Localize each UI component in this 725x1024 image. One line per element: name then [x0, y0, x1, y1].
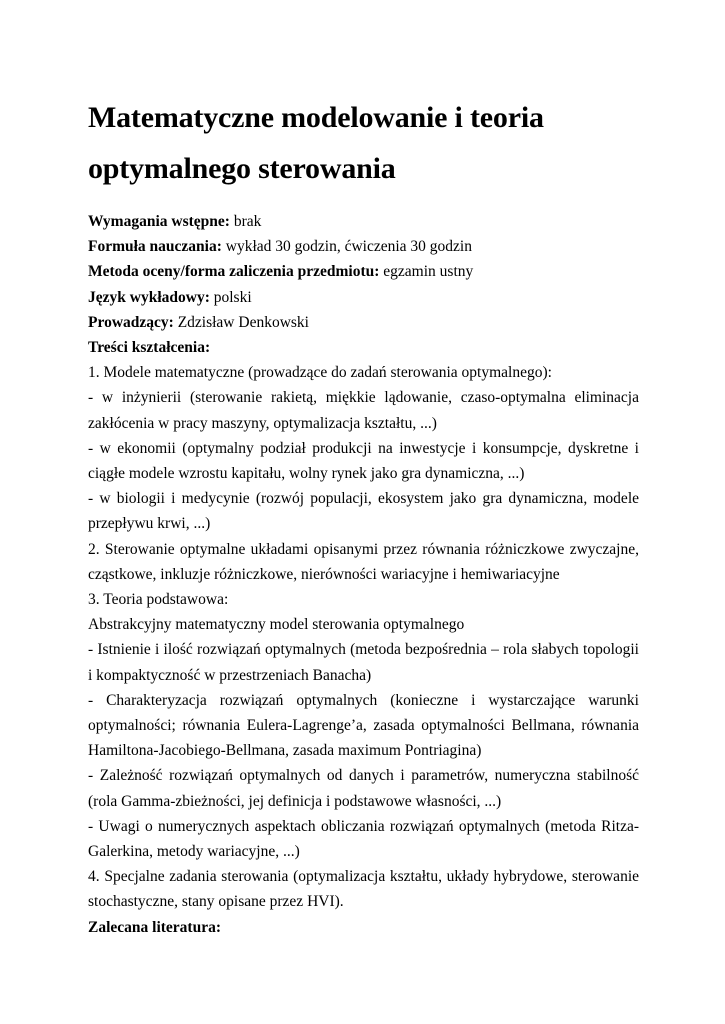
content-paragraph: - Istnienie i ilość rozwiązań optymalnych (metoda bezpośrednia – rola słabych topologii i kompaktyczność w przestrzeniach Banacha) [88, 641, 639, 684]
title-line-1: Matematyczne modelowanie i teoria [88, 101, 544, 134]
meta-label: Metoda oceny/forma zaliczenia przedmiotu: [88, 263, 380, 281]
document-title [88, 92, 639, 194]
meta-label: Prowadzący: [88, 313, 174, 331]
meta-value: wykład 30 godzin, ćwiczenia 30 godzin [221, 238, 472, 256]
content-paragraph: 4. Specjalne zadania sterowania (optymalizacja kształtu, układy hybrydowe, sterowanie stochastyczne, stany opisane przez HVI). [88, 868, 639, 911]
meta-teaching-form [88, 234, 639, 259]
meta-value: Zdzisław Denkowski [173, 313, 309, 331]
meta-lecturer [88, 310, 639, 335]
meta-value: polski [209, 288, 252, 306]
content-paragraph: - w biologii i medycynie (rozwój populacji, ekosystem jako gra dynamiczna, modele przepływu krwi, ...) [88, 490, 639, 533]
meta-assessment [88, 259, 639, 284]
meta-prerequisites [88, 209, 639, 234]
content-heading: Treści kształcenia: [88, 339, 211, 357]
content-paragraph: - w ekonomii (optymalny podział produkcji na inwestycje i konsumpcje, dyskretne i ciągłe modele wzrostu kapitału, wolny rynek jako gra dynamiczna, ...) [88, 439, 639, 483]
literature-heading: Zalecana literatura: [88, 918, 222, 936]
content-paragraph: 2. Sterowanie optymalne układami opisanymi przez równania różniczkowe zwyczajne, cząstkowe, inkluzje różniczkowe, nierówności wariacyjne i hemiwariacyjne [88, 540, 639, 583]
meta-value: brak [229, 213, 262, 230]
content-paragraph: - Uwagi o numerycznych aspektach obliczania rozwiązań optymalnych (metoda Ritza-Galerkina, metody wariacyjne, ...) [88, 817, 639, 861]
content-paragraph: - Charakteryzacja rozwiązań optymalnych (konieczne i wystarczające warunki optymalności; równania Eulera-Lagrenge’a, zasada optymalności Bellmana, równania Hamiltona-Jacobiego-Bellmana, zasada maximum Pontriagina) [88, 691, 639, 760]
title-line-2: optymalnego sterowania [88, 152, 396, 185]
meta-label: Formuła nauczania: [88, 238, 222, 256]
content-paragraph: 1. Modele matematyczne (prowadzące do zadań sterowania optymalnego): [88, 364, 552, 382]
content-paragraph: 3. Teoria podstawowa: [88, 591, 229, 609]
meta-language [88, 285, 639, 310]
meta-label: Wymagania wstępne: [88, 213, 230, 230]
content-paragraph: - Zależność rozwiązań optymalnych od danych i parametrów, numeryczna stabilność (rola Gamma-zbieżności, jej definicja i podstawowe własności, ...) [88, 767, 639, 810]
document-page [88, 92, 639, 940]
course-content [88, 360, 639, 940]
meta-value: egzamin ustny [379, 263, 474, 281]
content-paragraph: - w inżynierii (sterowanie rakietą, miękkie lądowanie, czaso-optymalna eliminacja zakłócenia w pracy maszyny, optymalizacja kształtu, ...) [88, 389, 639, 432]
meta-label: Język wykładowy: [88, 288, 210, 306]
course-meta [88, 209, 639, 360]
content-paragraph: Abstrakcyjny matematyczny model sterowania optymalnego [88, 616, 465, 634]
